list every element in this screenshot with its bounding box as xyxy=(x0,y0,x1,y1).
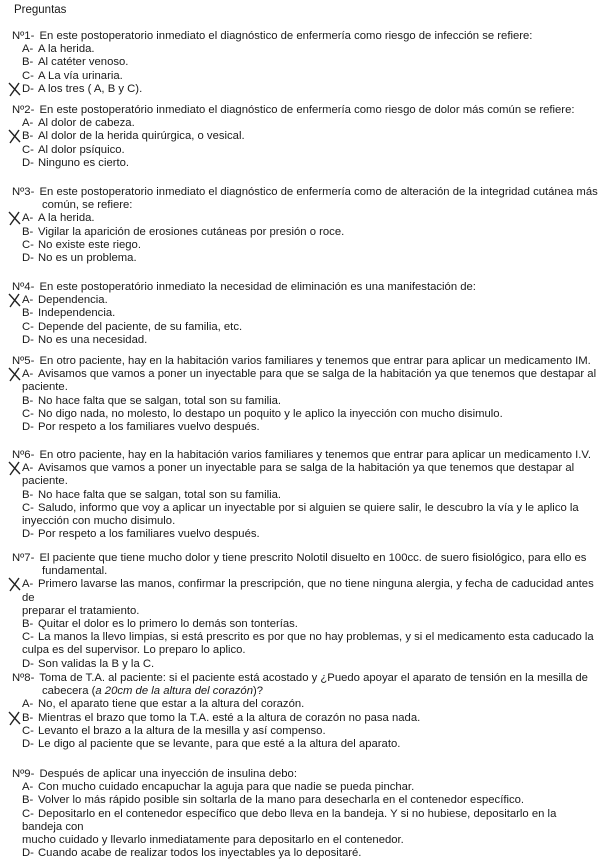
option-letter: B- xyxy=(22,307,34,320)
answer-option xyxy=(12,307,598,320)
option-text: A la herida. xyxy=(38,43,95,56)
handwritten-x-mark-icon xyxy=(6,366,24,382)
question-stem-text: En otro paciente, hay en la habitación varios familiares y tenemos que entrar para aplicar un medicamento IM. xyxy=(36,355,591,367)
option-letter: A- xyxy=(22,117,34,130)
question-stem-text: El paciente que tiene mucho dolor y tiene prescrito Nolotil disuelto en 100cc. de suero fisiológico, para ello es xyxy=(36,552,587,564)
option-text: Vigilar la aparición de erosiones cutáneas por presión o roce. xyxy=(38,225,345,238)
answer-option xyxy=(12,658,598,671)
option-letter: C- xyxy=(22,69,34,82)
answer-option xyxy=(12,808,598,834)
answer-option xyxy=(12,408,598,421)
answer-option: mucho cuidado y llevarlo inmediatamente para depositarlo en el contenedor. xyxy=(22,834,404,847)
question-stem-text: En este postoperatorio inmediato el diagnóstico de enfermería como riesgo de infección se refiere: xyxy=(36,30,533,42)
option-text: Independencia. xyxy=(38,307,116,320)
option-text: Saludo, informo que voy a aplicar un inyectable por si alguien se quiere salir, le descubro la vía y le aplico la xyxy=(38,501,579,514)
question-number: Nº5- xyxy=(12,355,35,367)
answer-option xyxy=(12,578,598,604)
question-7 xyxy=(12,552,598,671)
option-letter: D- xyxy=(22,333,34,346)
handwritten-x-mark-icon xyxy=(6,292,24,308)
option-letter: B- xyxy=(22,488,34,501)
option-text: Avisamos que vamos a poner un inyectable para que se salga de la habitación ya que tenemos que destapar al xyxy=(38,368,597,381)
option-letter: C- xyxy=(22,631,34,644)
option-letter: A- xyxy=(22,578,34,591)
answer-option xyxy=(12,321,598,334)
question-stem-text: En este postoperatório inmediato la necesidad de eliminación es una manifestación de: xyxy=(36,281,476,293)
question-stem-italic: a 20cm de la altura del corazón xyxy=(95,685,253,698)
option-text: Ninguno es cierto. xyxy=(38,156,130,169)
option-text: No existe este riego. xyxy=(38,238,141,251)
handwritten-x-mark-icon xyxy=(6,460,24,476)
option-letter: D- xyxy=(22,421,34,434)
question-stem-text: Toma de T.A. al paciente: si el paciente está acostado y ¿Puedo apoyar el aparato de tensión en la mesilla de xyxy=(36,672,588,684)
answer-option xyxy=(12,43,598,56)
option-letter: B- xyxy=(22,618,34,631)
option-letter: C- xyxy=(22,238,34,251)
option-text: Son validas la B y la C. xyxy=(38,657,155,670)
answer-option xyxy=(12,252,598,265)
question-stem xyxy=(12,685,598,698)
question-1 xyxy=(12,30,598,96)
option-letter: B- xyxy=(22,711,34,724)
question-number: Nº4- xyxy=(12,281,35,293)
answer-option xyxy=(12,421,598,434)
question-stem-text: En otro paciente, hay en la habitación varios familiares y tenemos que entrar para aplicar un medicamento I.V. xyxy=(36,449,592,461)
option-letter: B- xyxy=(22,794,34,807)
option-text: Por respeto a los familiares vuelvo después. xyxy=(38,528,260,541)
question-number: Nº1- xyxy=(12,30,35,42)
answer-option xyxy=(12,395,598,408)
question-3 xyxy=(12,186,598,265)
question-stem xyxy=(12,449,598,462)
option-text: No es un problema. xyxy=(38,252,137,265)
option-text: No es una necesidad. xyxy=(38,333,148,346)
question-number: Nº8- xyxy=(12,672,35,684)
option-text: Avisamos que vamos a poner un inyectable para se salga de la habitación ya que tenemos que destapar al xyxy=(38,462,575,475)
answer-option xyxy=(12,144,598,157)
option-letter: C- xyxy=(22,143,34,156)
option-letter: C- xyxy=(22,320,34,333)
question-stem xyxy=(12,104,598,117)
answer-option xyxy=(12,239,598,252)
option-text: Levanto el brazo a la altura de la mesilla y así compenso. xyxy=(38,724,326,737)
answer-option xyxy=(12,725,598,738)
option-letter: A- xyxy=(22,781,34,794)
question-stem xyxy=(12,199,598,212)
handwritten-x-mark-icon xyxy=(6,128,24,144)
option-text: No hace falta que se salgan, total son su familia. xyxy=(38,488,282,501)
question-number: Nº9- xyxy=(12,768,35,780)
option-letter: C- xyxy=(22,807,34,820)
handwritten-x-mark-icon xyxy=(6,210,24,226)
question-8 xyxy=(12,672,598,751)
question-9 xyxy=(12,768,598,860)
option-text: Dependencia. xyxy=(38,294,108,307)
option-text: Al dolor psíquico. xyxy=(38,143,125,156)
question-stem-tail: )? xyxy=(253,685,264,698)
answer-option xyxy=(12,781,598,794)
option-text: No, el aparato tiene que estar a la altura del corazón. xyxy=(38,698,305,711)
option-letter: C- xyxy=(22,724,34,737)
answer-option xyxy=(12,83,598,96)
option-text: Depositarlo en el contenedor específico que debo lleva en la bandeja. Y si no hubiese, depositarlo en la bandeja con xyxy=(22,807,557,833)
option-text: A la herida. xyxy=(38,212,95,225)
question-stem-text: común, se refiere: xyxy=(42,199,133,212)
handwritten-x-mark-icon xyxy=(6,81,24,97)
option-letter: D- xyxy=(22,82,34,95)
answer-option: culpa es del supervisor. Lo preparo lo aplico. xyxy=(22,644,246,657)
answer-option: inyección con mucho disimulo. xyxy=(22,515,176,528)
question-number: Nº7- xyxy=(12,552,35,564)
option-letter: C- xyxy=(22,501,34,514)
answer-option xyxy=(12,157,598,170)
question-number: Nº6- xyxy=(12,449,35,461)
option-text: Cuando acabe de realizar todos los inyectables ya lo depositaré. xyxy=(38,847,362,860)
question-stem-text: Después de aplicar una inyección de insulina debo: xyxy=(36,768,297,780)
question-5 xyxy=(12,355,598,434)
option-letter: C- xyxy=(22,407,34,420)
option-letter: B- xyxy=(22,394,34,407)
question-stem xyxy=(12,672,598,685)
option-letter: D- xyxy=(22,252,34,265)
option-text: No digo nada, no molesto, lo destapo un poquito y le aplico la inyección con mucho disimulo. xyxy=(38,407,503,420)
question-stem xyxy=(12,355,598,368)
page-title: Preguntas xyxy=(14,4,67,16)
answer-option xyxy=(12,631,598,644)
option-text: Con mucho cuidado encapuchar la aguja para que nadie se pueda pinchar. xyxy=(38,781,415,794)
answer-option xyxy=(12,368,598,381)
answer-option xyxy=(12,212,598,225)
answer-option xyxy=(12,712,598,725)
answer-option: preparar el tratamiento. xyxy=(22,604,140,617)
answer-option: paciente. xyxy=(22,475,68,488)
question-stem xyxy=(12,30,598,43)
answer-option xyxy=(12,294,598,307)
option-letter: D- xyxy=(22,528,34,541)
question-6 xyxy=(12,449,598,541)
option-text: La manos la llevo limpias, si está prescrito es por que no hay problemas, y si el medicamento esta caducado la xyxy=(38,631,594,644)
question-stem-text: cabecera ( xyxy=(42,685,96,698)
option-letter: D- xyxy=(22,847,34,860)
option-letter: A- xyxy=(22,368,34,381)
question-number: Nº2- xyxy=(12,104,35,116)
question-stem xyxy=(12,552,598,565)
question-number: Nº3- xyxy=(12,186,35,198)
option-text: A La vía urinaria. xyxy=(38,69,123,82)
question-stem xyxy=(12,281,598,294)
handwritten-x-mark-icon xyxy=(6,710,24,726)
option-text: Depende del paciente, de su familia, etc. xyxy=(38,320,243,333)
answer-option xyxy=(12,462,598,475)
option-letter: D- xyxy=(22,657,34,670)
option-letter: A- xyxy=(22,294,34,307)
option-letter: D- xyxy=(22,738,34,751)
question-stem xyxy=(12,768,598,781)
option-letter: B- xyxy=(22,130,34,143)
answer-option xyxy=(12,738,598,751)
handwritten-x-mark-icon xyxy=(6,576,24,592)
option-text: Al dolor de la herida quirúrgica, o vesical. xyxy=(38,130,245,143)
option-text: Le digo al paciente que se levante, para que esté a la altura del aparato. xyxy=(38,738,401,751)
option-letter: B- xyxy=(22,225,34,238)
answer-option xyxy=(12,698,598,711)
answer-option: paciente. xyxy=(22,381,68,394)
option-letter: A- xyxy=(22,212,34,225)
question-stem-text: En este postoperatorio inmediato el diagnóstico de enfermería como de alteración de la integridad cutánea más xyxy=(36,186,598,198)
answer-option xyxy=(12,56,598,69)
option-letter: D- xyxy=(22,156,34,169)
option-text: Al dolor de cabeza. xyxy=(38,117,135,130)
question-4 xyxy=(12,281,598,347)
option-letter: B- xyxy=(22,56,34,69)
answer-option xyxy=(12,334,598,347)
question-stem-text: fundamental. xyxy=(42,565,108,578)
option-letter: A- xyxy=(22,698,34,711)
answer-option xyxy=(12,847,598,860)
option-text: Al catéter venoso. xyxy=(38,56,129,69)
option-text: Volver lo más rápido posible sin soltarla de la mano para desecharla en el contenedor específico. xyxy=(38,794,525,807)
option-text: Primero lavarse las manos, confirmar la prescripción, que no tiene ninguna alergia, y fecha de caducidad antes de xyxy=(22,578,594,604)
answer-option xyxy=(12,618,598,631)
answer-option xyxy=(12,130,598,143)
answer-option xyxy=(12,117,598,130)
question-stem xyxy=(12,186,598,199)
answer-option xyxy=(12,489,598,502)
option-text: No hace falta que se salgan, total son su familia. xyxy=(38,394,282,407)
answer-option xyxy=(12,226,598,239)
answer-option xyxy=(12,794,598,807)
option-text: Por respeto a los familiares vuelvo después. xyxy=(38,421,260,434)
question-2 xyxy=(12,104,598,170)
question-stem xyxy=(12,565,598,578)
option-letter: A- xyxy=(22,462,34,475)
option-text: Mientras el brazo que tomo la T.A. esté a la altura de corazón no pasa nada. xyxy=(38,711,421,724)
answer-option xyxy=(12,70,598,83)
answer-option xyxy=(12,502,598,515)
option-text: Quitar el dolor es lo primero lo demás son tonterías. xyxy=(38,618,298,631)
option-text: A los tres ( A, B y C). xyxy=(38,82,143,95)
answer-option xyxy=(12,528,598,541)
option-letter: A- xyxy=(22,43,34,56)
question-stem-text: En este postoperatório inmediato el diagnóstico de enfermería como riesgo de dolor más común se refiere: xyxy=(36,104,575,116)
